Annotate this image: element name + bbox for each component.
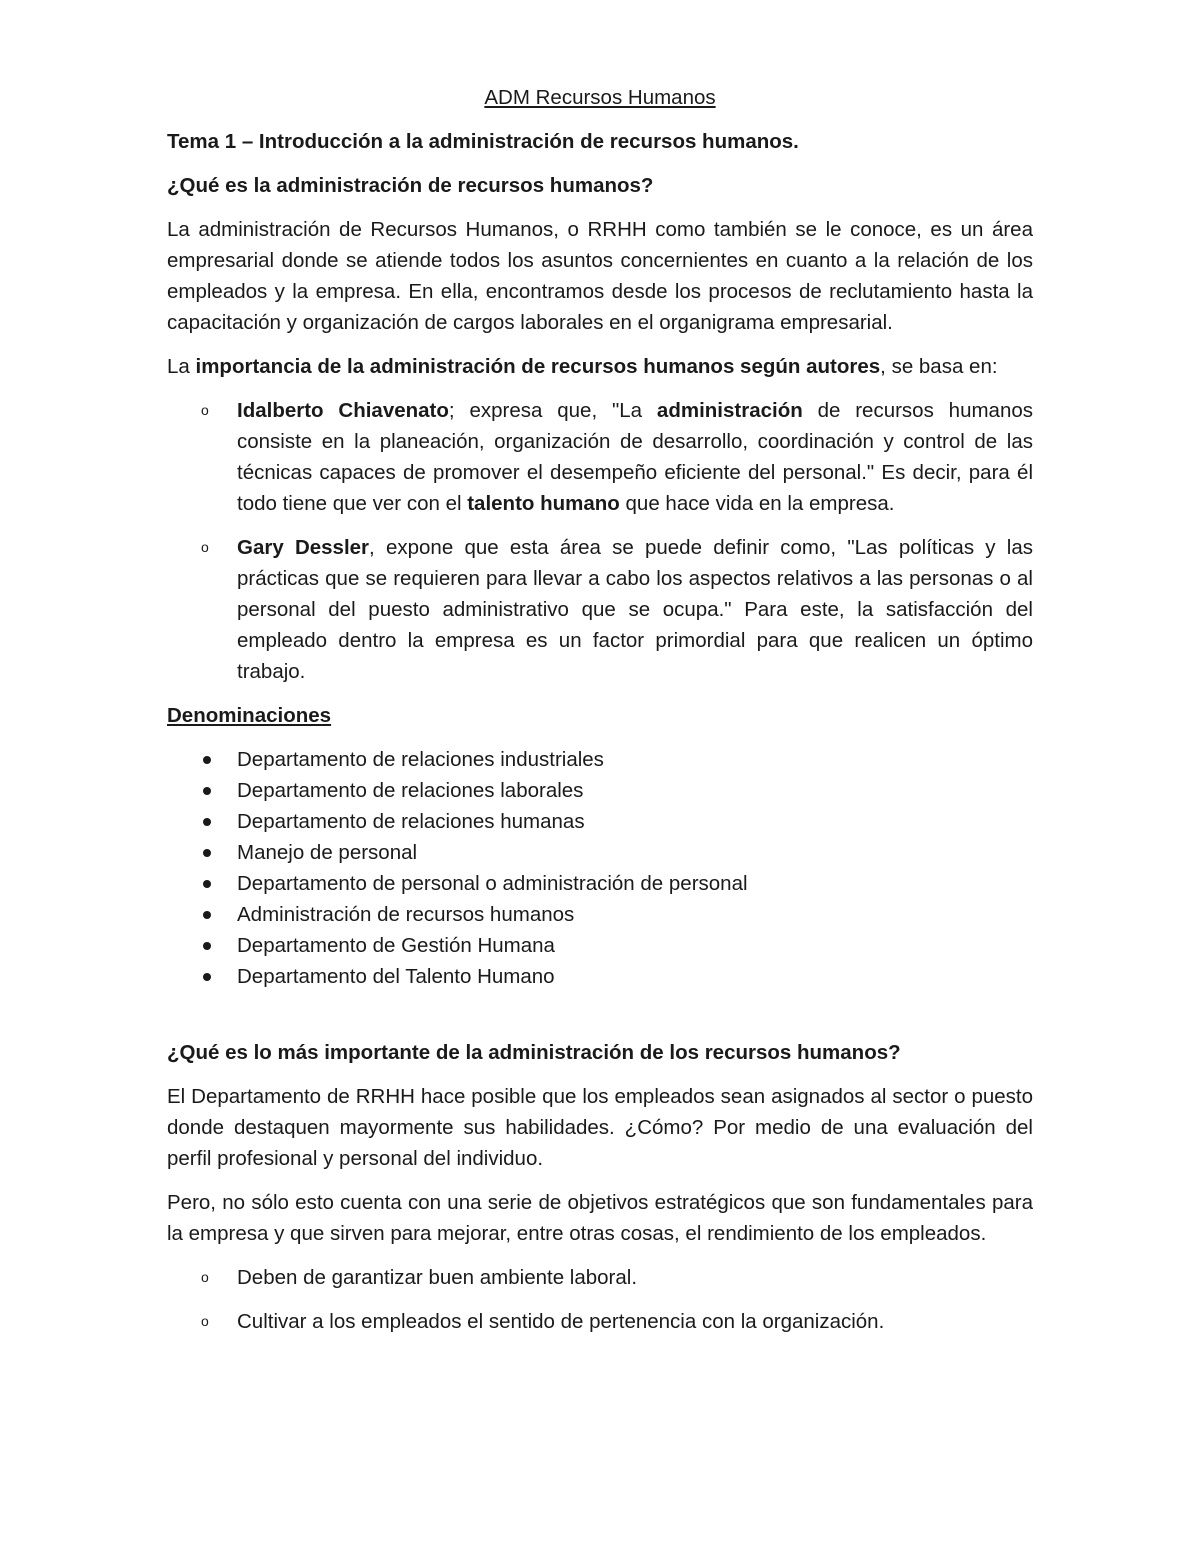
bullet-icon [203, 880, 211, 888]
spacer [167, 992, 1033, 1037]
list-item: o Idalberto Chiavenato; expresa que, "La administración de recursos humanos consiste en la planeación, organización de desarrollo, coordinación y control de las técnicas capaces de promover el desempeño eficiente del personal." Es decir, para él todo tiene que ver con el talento humano que hace vida en la empresa. [167, 395, 1033, 519]
list-item: Departamento de personal o administración de personal [167, 868, 1033, 899]
importance-paragraph: La importancia de la administración de recursos humanos según autores, se basa en: [167, 355, 998, 378]
author-name: Gary Dessler [237, 536, 370, 559]
author-name: Idalberto Chiavenato [237, 399, 449, 422]
list-item: o Gary Dessler, expone que esta área se puede definir como, "Las políticas y las prácticas que se requieren para llevar a cabo los aspectos relativos a las personas o al personal del puesto administrativo que se ocupa." Para este, la satisfacción del empleado dentro la empresa es un factor primordial para que realicen un óptimo trabajo. [167, 532, 1033, 687]
importance-bold: importancia de la administración de recursos humanos según autores [195, 355, 881, 378]
bullet-icon [203, 911, 211, 919]
circle-bullet-icon: o [201, 402, 209, 418]
document-body [167, 82, 1033, 1350]
rrhh-paragraph: El Departamento de RRHH hace posible que los empleados sean asignados al sector o puesto donde destaquen mayormente sus habilidades. ¿Cómo? Por medio de una evaluación del perfil profesional y personal del individuo. [167, 1085, 1033, 1170]
bullet-icon [203, 849, 211, 857]
bullet-icon [203, 818, 211, 826]
circle-bullet-icon: o [201, 1269, 209, 1285]
question-heading: ¿Qué es la administración de recursos humanos? [167, 174, 654, 197]
list-item: Departamento de Gestión Humana [167, 930, 1033, 961]
authors-list [167, 395, 1033, 687]
list-item: Departamento del Talento Humano [167, 961, 1033, 992]
list-item: Departamento de relaciones industriales [167, 744, 1033, 775]
list-item: Departamento de relaciones humanas [167, 806, 1033, 837]
circle-bullet-icon: o [201, 539, 209, 555]
list-item: Administración de recursos humanos [167, 899, 1033, 930]
circle-bullet-icon: o [201, 1313, 209, 1329]
denominaciones-heading: Denominaciones [167, 704, 332, 727]
list-item: o Cultivar a los empleados el sentido de pertenencia con la organización. [167, 1306, 1033, 1337]
definition-paragraph: La administración de Recursos Humanos, o RRHH como también se le conoce, es un área empresarial donde se atiende todos los asuntos concernientes en cuanto a la relación de los empleados y la empresa. En ella, encontramos desde los procesos de reclutamiento hasta la capacitación y organización de cargos laborales en el organigrama empresarial. [167, 218, 1033, 334]
document-title: ADM Recursos Humanos [484, 86, 716, 109]
list-item: Departamento de relaciones laborales [167, 775, 1033, 806]
bullet-icon [203, 973, 211, 981]
bullet-icon [203, 942, 211, 950]
bullet-icon [203, 756, 211, 764]
topic-heading: Tema 1 – Introducción a la administración de recursos humanos. [167, 130, 799, 153]
list-item: Manejo de personal [167, 837, 1033, 868]
denominaciones-list [167, 744, 1033, 992]
importance-question-heading: ¿Qué es lo más importante de la administración de los recursos humanos? [167, 1041, 901, 1064]
bullet-icon [203, 787, 211, 795]
list-item: o Deben de garantizar buen ambiente laboral. [167, 1262, 1033, 1293]
objectives-list [167, 1262, 1033, 1337]
objectives-paragraph: Pero, no sólo esto cuenta con una serie de objetivos estratégicos que son fundamentales para la empresa y que sirven para mejorar, entre otras cosas, el rendimiento de los empleados. [167, 1191, 1033, 1245]
